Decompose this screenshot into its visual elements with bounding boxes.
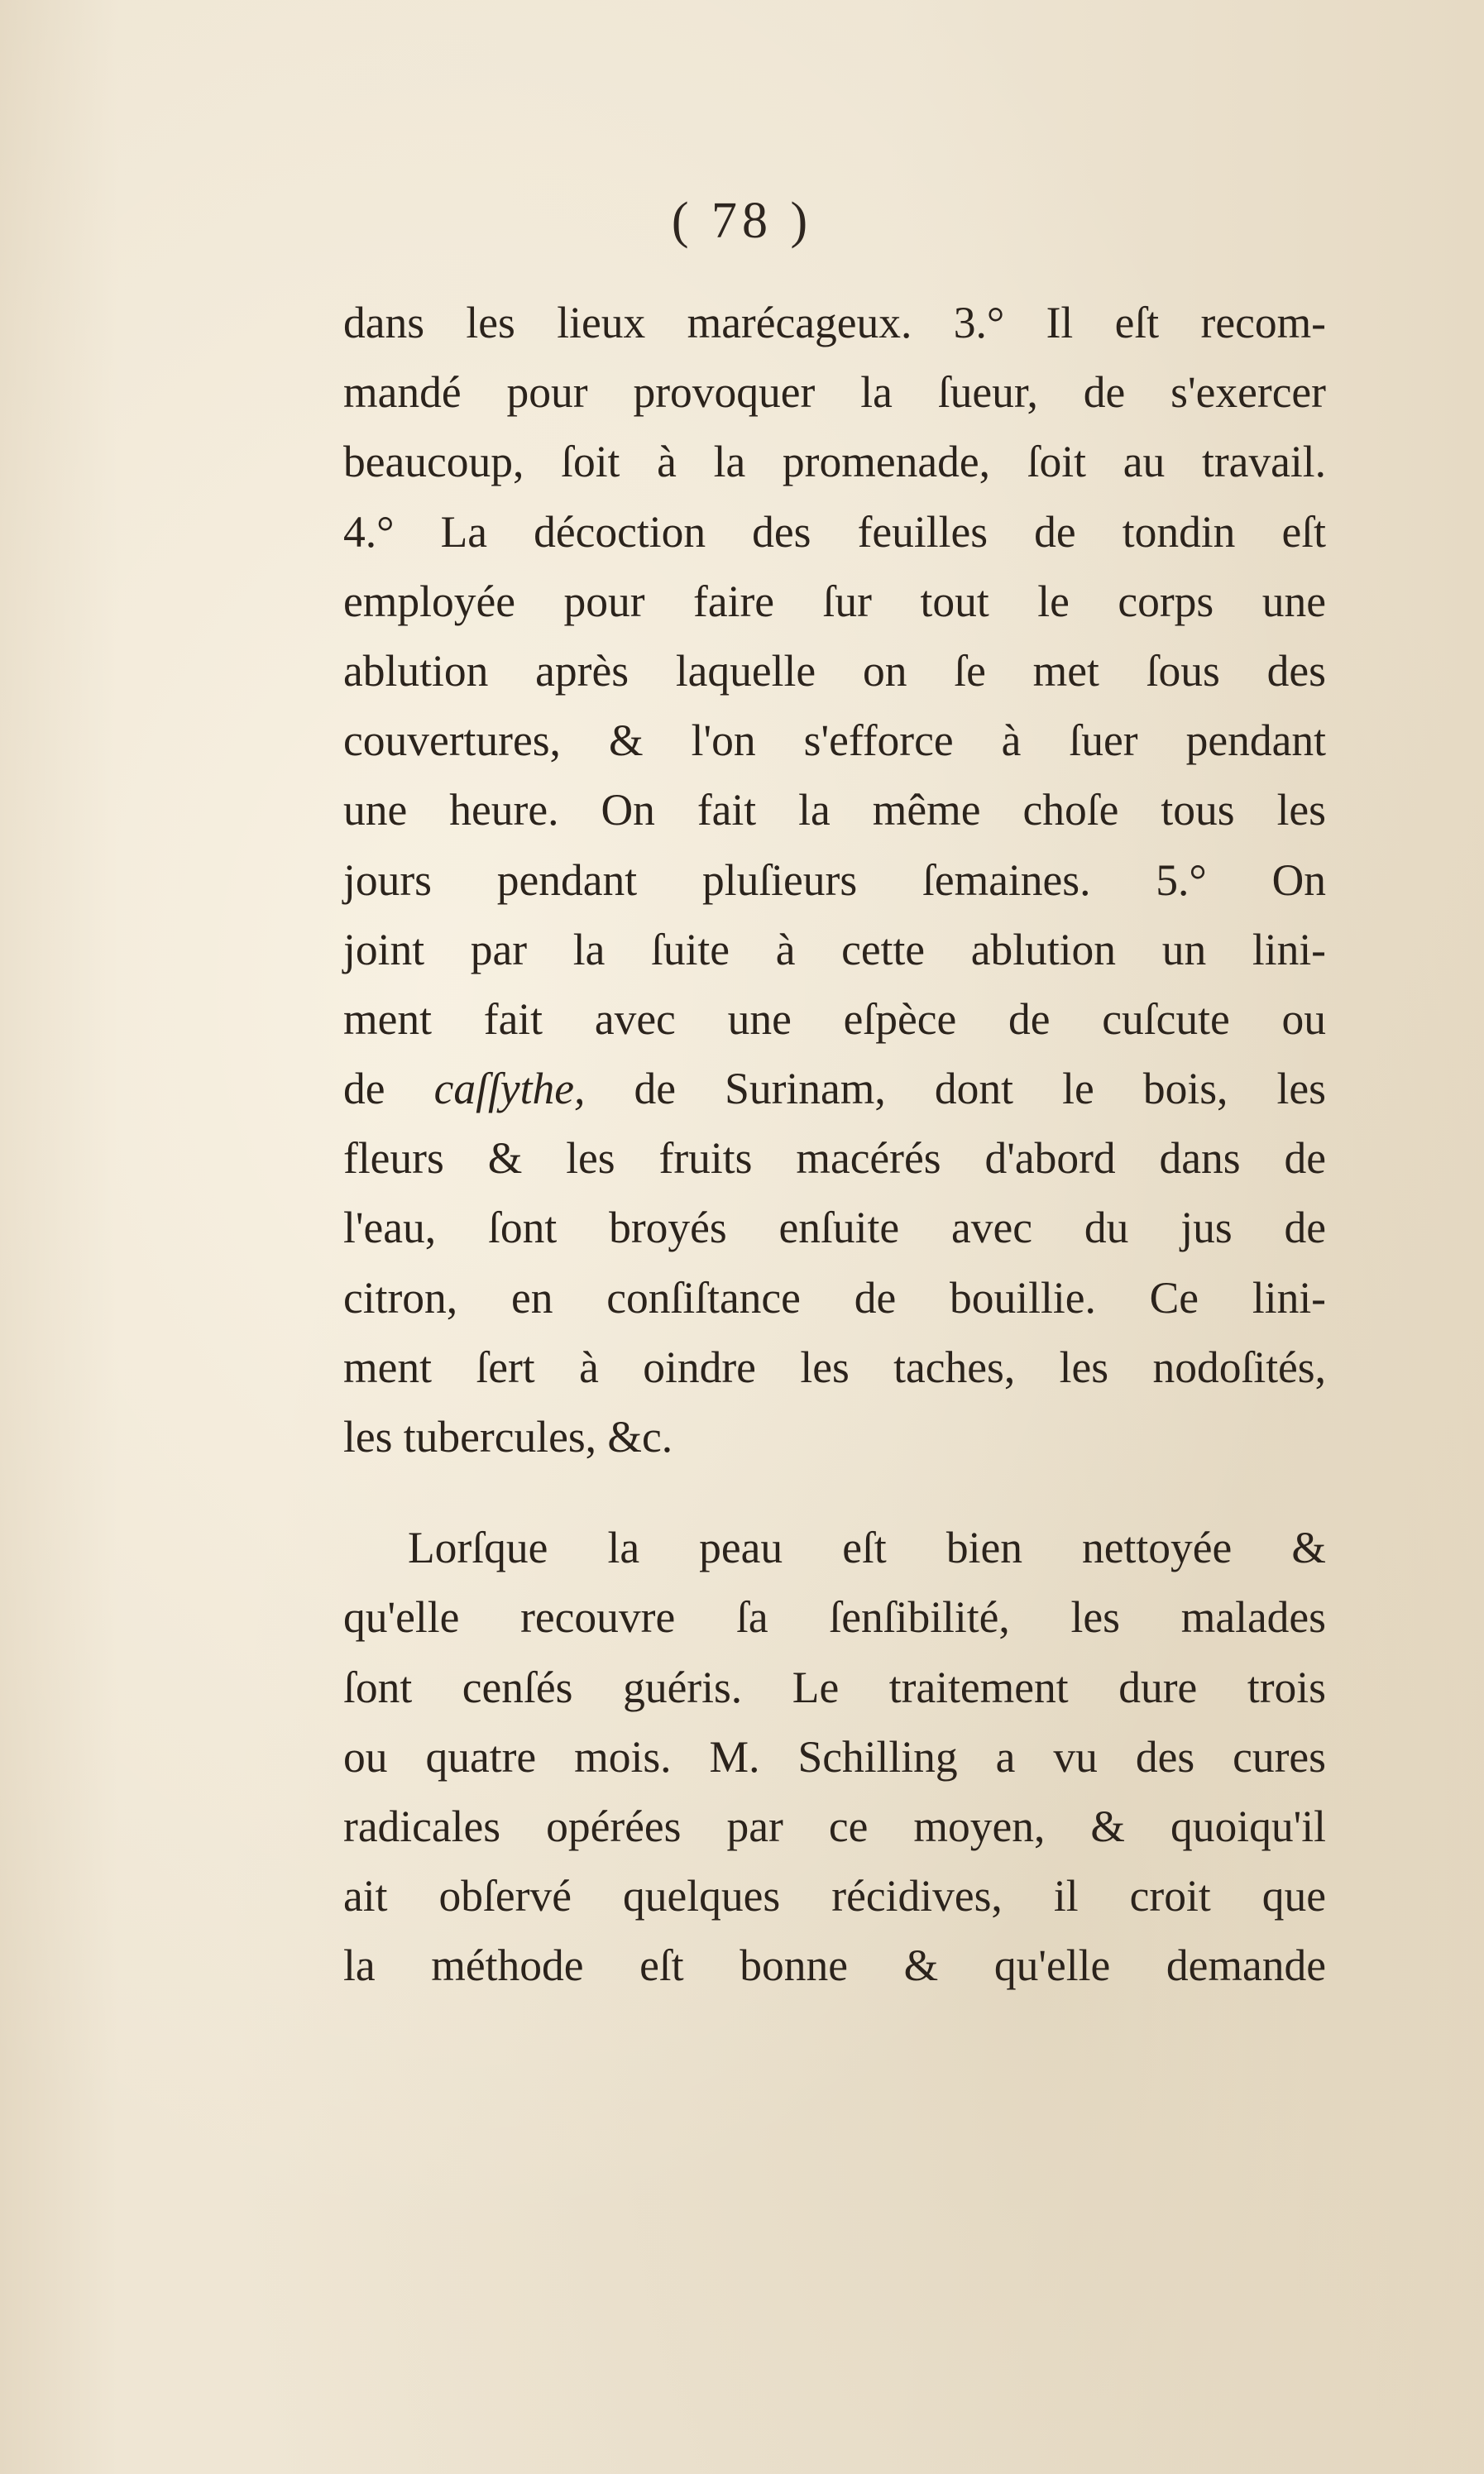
text-line: Lorſque la peau eſt bien nettoyée & — [408, 1523, 1326, 1573]
text-segment: de — [343, 1064, 434, 1114]
text-line: couvertures, & l'on s'efforce à ſuer pendant — [343, 715, 1326, 766]
text-line: mandé pour provoquer la ſueur, de s'exercer — [343, 367, 1326, 418]
text-line: ment ſert à oindre les taches, les nodoſités, — [343, 1342, 1326, 1392]
paragraph-gap — [343, 1471, 1326, 1513]
text-line: la méthode eſt bonne & qu'elle demande — [343, 1940, 1326, 1991]
body-text — [343, 288, 1326, 2001]
text-line-with-italic — [343, 1054, 1326, 1123]
text-line: une heure. On fait la même choſe tous les — [343, 785, 1326, 835]
italic-term: caſſythe, — [433, 1064, 586, 1114]
text-line: qu'elle recouvre ſa ſenſibilité, les malades — [343, 1592, 1326, 1643]
text-line: citron, en conſiſtance de bouillie. Ce lini- — [343, 1272, 1326, 1323]
text-line: beaucoup, ſoit à la promenade, ſoit au travail. — [343, 437, 1326, 487]
text-line: radicales opérées par ce moyen, & quoiqu'il — [343, 1801, 1326, 1851]
text-line: l'eau, ſont broyés enſuite avec du jus de — [343, 1203, 1326, 1253]
text-line: ment fait avec une eſpèce de cuſcute ou — [343, 993, 1326, 1044]
text-line: les tubercules, &c. — [343, 1412, 673, 1462]
text-segment: de Surinam, dont le bois, les — [585, 1064, 1326, 1114]
text-line: ait obſervé quelques récidives, il croit que — [343, 1871, 1326, 1921]
text-line: employée pour faire ſur tout le corps une — [343, 576, 1326, 626]
text-line: ſont cenſés guéris. Le traitement dure trois — [343, 1662, 1326, 1712]
text-line: ablution après laquelle on ſe met ſous des — [343, 645, 1326, 696]
text-line: dans les lieux marécageux. 3.° Il eſt recom- — [343, 298, 1326, 347]
text-line: 4.° La décoction des feuilles de tondin eſt — [343, 506, 1326, 557]
text-line: joint par la ſuite à cette ablution un lini- — [343, 924, 1326, 974]
text-line: jours pendant pluſieurs ſemaines. 5.° On — [343, 854, 1326, 905]
text-line: fleurs & les fruits macérés d'abord dans de — [343, 1133, 1326, 1184]
page-number: ( 78 ) — [671, 193, 813, 249]
text-line: ou quatre mois. M. Schilling a vu des cures — [343, 1731, 1326, 1782]
